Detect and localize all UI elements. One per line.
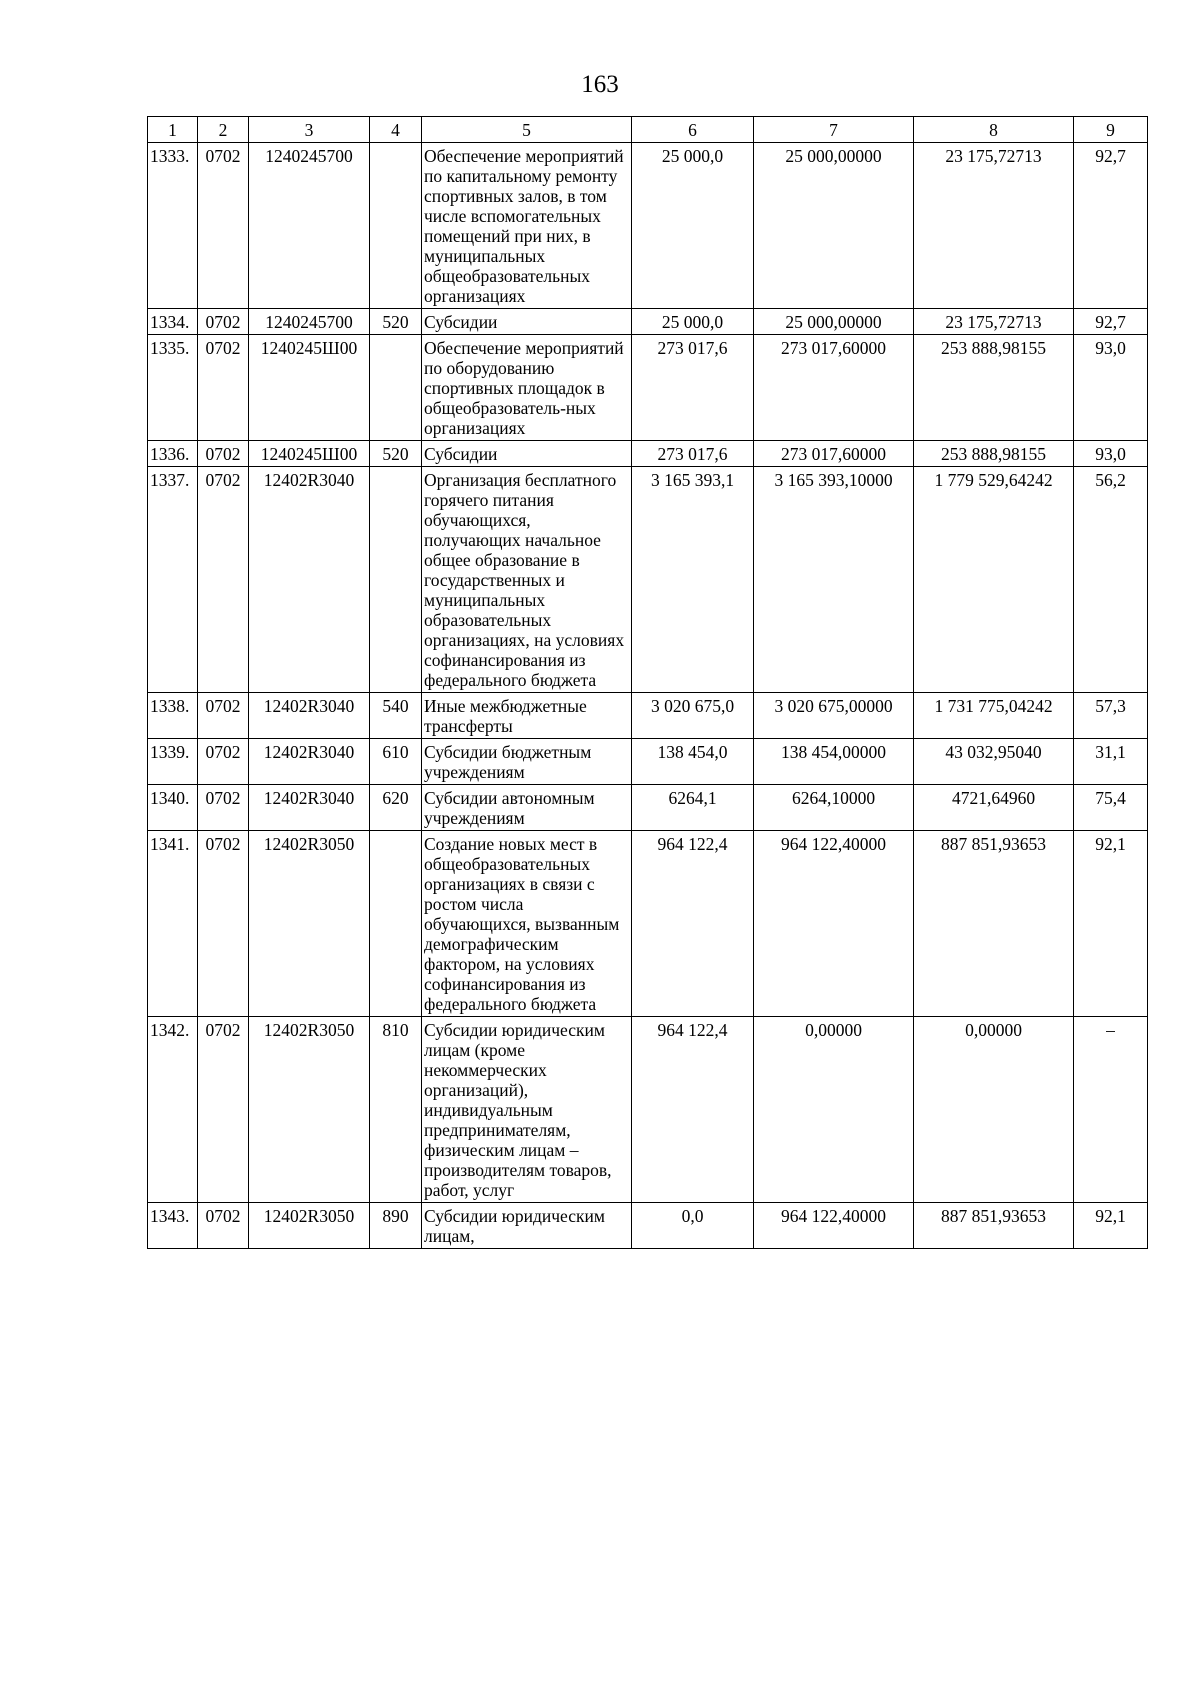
executed-amount: 4721,64960: [914, 785, 1074, 831]
execution-percent: –: [1074, 1017, 1148, 1203]
plan-amount: 273 017,6: [632, 441, 754, 467]
section-code: 0702: [198, 335, 249, 441]
plan-amount: 6264,1: [632, 785, 754, 831]
executed-amount: 43 032,95040: [914, 739, 1074, 785]
row-number: 1342.: [148, 1017, 198, 1203]
col-header-9: 9: [1074, 117, 1148, 143]
table-row: [148, 441, 1148, 467]
table-row: [148, 143, 1148, 309]
row-number: 1340.: [148, 785, 198, 831]
col-header-6: 6: [632, 117, 754, 143]
target-code: 12402R3040: [249, 785, 370, 831]
refined-amount: 3 165 393,10000: [754, 467, 914, 693]
plan-amount: 964 122,4: [632, 831, 754, 1017]
expense-type: [370, 831, 422, 1017]
execution-percent: 92,1: [1074, 831, 1148, 1017]
col-header-5: 5: [422, 117, 632, 143]
target-code: 12402R3040: [249, 739, 370, 785]
section-code: 0702: [198, 785, 249, 831]
table-row: [148, 739, 1148, 785]
refined-amount: 964 122,40000: [754, 1203, 914, 1249]
plan-amount: 3 020 675,0: [632, 693, 754, 739]
section-code: 0702: [198, 143, 249, 309]
section-code: 0702: [198, 831, 249, 1017]
item-name: Обеспечение мероприятий по капитальному ремонту спортивных залов, в том числе вспомогательных помещений при них, в муниципальных общеобразовательных организациях: [422, 143, 632, 309]
expense-type: 890: [370, 1203, 422, 1249]
section-code: 0702: [198, 739, 249, 785]
item-name: Субсидии автономным учреждениям: [422, 785, 632, 831]
col-header-4: 4: [370, 117, 422, 143]
item-name: Иные межбюджетные трансферты: [422, 693, 632, 739]
refined-amount: 273 017,60000: [754, 441, 914, 467]
row-number: 1335.: [148, 335, 198, 441]
target-code: 12402R3040: [249, 467, 370, 693]
row-number: 1338.: [148, 693, 198, 739]
table-row: [148, 467, 1148, 693]
refined-amount: 0,00000: [754, 1017, 914, 1203]
executed-amount: 1 731 775,04242: [914, 693, 1074, 739]
section-code: 0702: [198, 1017, 249, 1203]
expense-type: [370, 335, 422, 441]
executed-amount: 23 175,72713: [914, 143, 1074, 309]
expense-type: 810: [370, 1017, 422, 1203]
execution-percent: 57,3: [1074, 693, 1148, 739]
expense-type: [370, 143, 422, 309]
target-code: 1240245700: [249, 309, 370, 335]
section-code: 0702: [198, 309, 249, 335]
col-header-2: 2: [198, 117, 249, 143]
section-code: 0702: [198, 467, 249, 693]
col-header-8: 8: [914, 117, 1074, 143]
refined-amount: 964 122,40000: [754, 831, 914, 1017]
item-name: Создание новых мест в общеобразовательных организациях в связи с ростом числа обучающихся, вызванным демографическим фактором, на условиях софинансирования из федерального бюджета: [422, 831, 632, 1017]
target-code: 12402R3040: [249, 693, 370, 739]
plan-amount: 138 454,0: [632, 739, 754, 785]
row-number: 1339.: [148, 739, 198, 785]
plan-amount: 0,0: [632, 1203, 754, 1249]
expense-type: 520: [370, 441, 422, 467]
expense-type: 520: [370, 309, 422, 335]
expense-type: 620: [370, 785, 422, 831]
execution-percent: 92,7: [1074, 143, 1148, 309]
executed-amount: 253 888,98155: [914, 335, 1074, 441]
plan-amount: 964 122,4: [632, 1017, 754, 1203]
item-name: Субсидии: [422, 441, 632, 467]
page-number: 163: [581, 71, 619, 98]
refined-amount: 25 000,00000: [754, 309, 914, 335]
executed-amount: 887 851,93653: [914, 831, 1074, 1017]
expense-type: 540: [370, 693, 422, 739]
item-name: Субсидии юридическим лицам (кроме некоммерческих организаций), индивидуальным предпринимателям, физическим лицам – производителям товаров, работ, услуг: [422, 1017, 632, 1203]
item-name: Обеспечение мероприятий по оборудованию спортивных площадок в общеобразователь-ных организациях: [422, 335, 632, 441]
refined-amount: 273 017,60000: [754, 335, 914, 441]
row-number: 1334.: [148, 309, 198, 335]
execution-percent: 31,1: [1074, 739, 1148, 785]
table-row: [148, 309, 1148, 335]
row-number: 1343.: [148, 1203, 198, 1249]
col-header-3: 3: [249, 117, 370, 143]
target-code: 12402R3050: [249, 1017, 370, 1203]
target-code: 12402R3050: [249, 831, 370, 1017]
table-row: [148, 1017, 1148, 1203]
item-name: Субсидии юридическим лицам,: [422, 1203, 632, 1249]
plan-amount: 25 000,0: [632, 309, 754, 335]
section-code: 0702: [198, 1203, 249, 1249]
item-name: Субсидии: [422, 309, 632, 335]
row-number: 1336.: [148, 441, 198, 467]
refined-amount: 138 454,00000: [754, 739, 914, 785]
section-code: 0702: [198, 441, 249, 467]
col-header-1: 1: [148, 117, 198, 143]
row-number: 1333.: [148, 143, 198, 309]
item-name: Субсидии бюджетным учреждениям: [422, 739, 632, 785]
budget-table: [147, 116, 1148, 1249]
table-row: [148, 831, 1148, 1017]
refined-amount: 25 000,00000: [754, 143, 914, 309]
table-row: [148, 1203, 1148, 1249]
table-row: [148, 335, 1148, 441]
executed-amount: 1 779 529,64242: [914, 467, 1074, 693]
item-name: Организация бесплатного горячего питания обучающихся, получающих начальное общее образование в государственных и муниципальных образовательных организациях, на условиях софинансирования из федерального бюджета: [422, 467, 632, 693]
target-code: 1240245Ш00: [249, 335, 370, 441]
table-row: [148, 693, 1148, 739]
expense-type: 610: [370, 739, 422, 785]
execution-percent: 92,7: [1074, 309, 1148, 335]
row-number: 1337.: [148, 467, 198, 693]
executed-amount: 253 888,98155: [914, 441, 1074, 467]
refined-amount: 3 020 675,00000: [754, 693, 914, 739]
execution-percent: 93,0: [1074, 335, 1148, 441]
executed-amount: 0,00000: [914, 1017, 1074, 1203]
table-row: [148, 785, 1148, 831]
section-code: 0702: [198, 693, 249, 739]
execution-percent: 75,4: [1074, 785, 1148, 831]
plan-amount: 3 165 393,1: [632, 467, 754, 693]
expense-type: [370, 467, 422, 693]
plan-amount: 273 017,6: [632, 335, 754, 441]
execution-percent: 92,1: [1074, 1203, 1148, 1249]
header-row: [148, 117, 1148, 143]
executed-amount: 23 175,72713: [914, 309, 1074, 335]
target-code: 12402R3050: [249, 1203, 370, 1249]
executed-amount: 887 851,93653: [914, 1203, 1074, 1249]
col-header-7: 7: [754, 117, 914, 143]
target-code: 1240245700: [249, 143, 370, 309]
target-code: 1240245Ш00: [249, 441, 370, 467]
plan-amount: 25 000,0: [632, 143, 754, 309]
refined-amount: 6264,10000: [754, 785, 914, 831]
execution-percent: 93,0: [1074, 441, 1148, 467]
row-number: 1341.: [148, 831, 198, 1017]
execution-percent: 56,2: [1074, 467, 1148, 693]
